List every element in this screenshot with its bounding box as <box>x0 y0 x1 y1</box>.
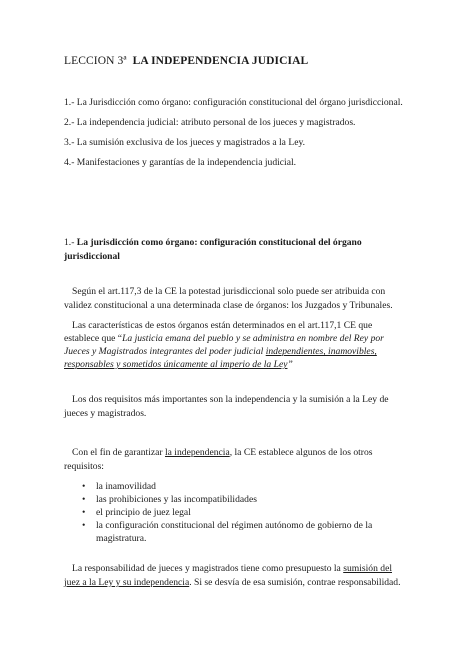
toc-item-1: 1.- La Jurisdicción como órgano: configuración constitucional del órgano jurisdiccional. <box>64 97 403 108</box>
p4-text-a: Con el fin de garantizar <box>72 447 163 458</box>
paragraph-1-line1: Según el art.117,3 de la CE la potestad jurisdiccional solo puede ser atribuida con <box>72 286 386 297</box>
paragraph-1-line2: validez constitucional a una determinada clase de órganos: los Juzgados y Tribunales. <box>64 300 393 311</box>
bullet-dot-2: • <box>82 494 86 505</box>
last-text-a: La responsabilidad de jueces y magistrados tiene como presupuesto la <box>72 563 341 574</box>
paragraph-2-line4 <box>64 358 293 372</box>
bullet-item-4: la configuración constitucional del régimen autónomo de gobierno de la <box>96 520 373 531</box>
section-heading-line1: La jurisdicción como órgano: configuración constitucional del órgano <box>76 237 362 248</box>
quote-italic-1: La justicia emana del pueblo y se administra en nombre del Rey por <box>122 333 384 344</box>
paragraph-2-line1: Las características de estos órganos están determinados en el art.117,1 CE que <box>72 320 373 331</box>
p4-underlined: la independencia <box>164 447 230 458</box>
last-paragraph-line1 <box>72 562 392 576</box>
paragraph-4-line1 <box>72 446 373 460</box>
toc-item-4: 4.- Manifestaciones y garantías de la independencia judicial. <box>64 157 297 168</box>
bullet-dot-1: • <box>82 481 86 492</box>
last-underlined-1: sumisión del <box>343 563 392 574</box>
bullet-item-4-cont: magistratura. <box>96 533 147 544</box>
section-heading <box>64 236 414 264</box>
quote-intro: establece que “ <box>64 333 123 344</box>
section-number: 1.- <box>64 237 75 248</box>
quote-underlined-1: independientes, inamovibles, <box>265 346 377 357</box>
bullet-item-3: el principio de juez legal <box>96 507 191 518</box>
quote-italic-2: Jueces y Magistrados integrantes del poder judicial <box>64 346 264 357</box>
lesson-heading: LA INDEPENDENCIA JUDICIAL <box>132 55 309 67</box>
lesson-title <box>64 55 308 67</box>
paragraph-4-line2: requisitos: <box>64 461 104 472</box>
quote-underlined-2: responsables y sometidos únicamente al imperio de la Ley <box>64 359 288 370</box>
last-paragraph-line2 <box>64 576 401 590</box>
quote-close: ” <box>287 359 293 370</box>
p4-text-b: , la CE establece algunos de los otros <box>229 447 373 458</box>
lesson-number: LECCION 3ª <box>64 55 127 67</box>
bullet-dot-4: • <box>82 520 86 531</box>
bullet-dot-3: • <box>82 507 86 518</box>
paragraph-2-line3 <box>64 345 377 359</box>
last-underlined-2: juez a la Ley y su independencia <box>64 577 190 588</box>
toc-item-3: 3.- La sumisión exclusiva de los jueces y magistrados a la Ley. <box>64 137 306 148</box>
section-heading-line2: jurisdiccional <box>64 251 120 262</box>
toc-item-2: 2.- La independencia judicial: atributo personal de los jueces y magistrados. <box>64 117 356 128</box>
paragraph-3-line2: jueces y magistrados. <box>64 408 147 419</box>
bullet-item-2: las prohibiciones y las incompatibilidades <box>96 494 257 505</box>
last-text-b: . Si se desvía de esa sumisión, contrae responsabilidad. <box>189 577 401 588</box>
paragraph-2-line2 <box>64 332 384 346</box>
paragraph-3-line1: Los dos requisitos más importantes son la independencia y la sumisión a la Ley de <box>72 394 389 405</box>
bullet-item-1: la inamovilidad <box>96 481 156 492</box>
